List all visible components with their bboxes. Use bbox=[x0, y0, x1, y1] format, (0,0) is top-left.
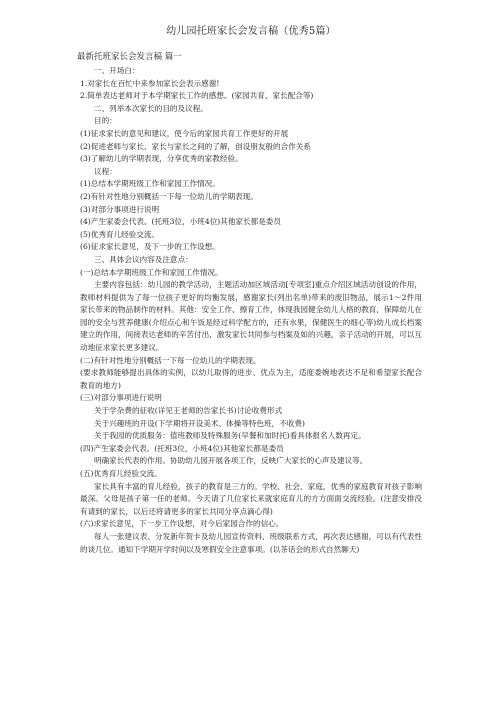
paragraph: 家长具有丰富的育儿经验，孩子的教育是三方的。学校、社会、家庭，优秀的家庭教育对孩子影响最深。父母是孩子第一任的老师。今天请了几位家长来就家庭育儿的方方面面交流经验。(注意安排没有请到的家长，以后还将请更多的家长共同分享点滴心得) bbox=[80, 481, 422, 516]
text-line: (二)有针对性地分别概括一下每一位幼儿的学期表现。 bbox=[80, 355, 261, 365]
document-body bbox=[80, 65, 422, 556]
text-line: (四)产生家委会代表。(托班3位，小班4位)其他家长都是委员 bbox=[80, 443, 284, 453]
text-line: (4)产生家委会代表。(托班3位，小班4位)其他家长都是委员 bbox=[80, 217, 281, 227]
text-line: (5)优秀育儿经验交流。 bbox=[80, 229, 160, 239]
text-line: 1.对家长在百忙中来参加家长会表示感谢! bbox=[80, 78, 220, 88]
text-line: 一、开场白： bbox=[94, 66, 140, 75]
text-line: (2)有针对性地分别概括一下每一位幼儿的学期表现。 bbox=[80, 191, 258, 201]
paragraph: 每人一张建议表、分发新年贺卡及幼儿园宣传资料、班级联系方式，再次表达感谢，可以有代表性的谈几位。通知下学期开学时间以及寒假安全注意事项。(以茶话会的形式自然聊天) bbox=[80, 531, 422, 554]
section-subtitle: 最新托班家长会发言稿 篇一 bbox=[77, 52, 182, 62]
text-line: (1)总结本学期班级工作和家园工作情况。 bbox=[80, 179, 220, 189]
paragraph: (要求教师能够提出具体的实例，以幼儿取得的进步、优点为主，适度委婉地表达不足和希望家长配合教育的地方) bbox=[80, 368, 422, 390]
text-line: (六)求家长意见，下一步工作设想，对今后家园合作的信心。 bbox=[80, 519, 284, 529]
text-line: (三)对部分事项进行说明 bbox=[80, 393, 162, 403]
text-line: (3)了解幼儿的学期表现，分享优秀的家教经验。 bbox=[80, 154, 243, 164]
text-line: 二、列举本次家长的目的及议程。 bbox=[94, 103, 208, 113]
document-title: 幼儿园托班家长会发言稿（优秀5篇） bbox=[166, 26, 336, 37]
text-line: 关于学杂费的征收(详见王老师的告家长书)讨论收费形式 bbox=[94, 406, 283, 416]
text-line: 关于兴趣班的开设(下学期将开设美术、体操等特色班，不收费) bbox=[94, 418, 305, 428]
text-line: 三、具体会议内容及注意点： bbox=[94, 254, 193, 264]
text-line: (一)总结本学期班级工作和家园工作情况。 bbox=[80, 267, 223, 277]
text-line: (3)对部分事项进行说明 bbox=[80, 204, 160, 214]
text-line: (五)优秀育儿经验交流。 bbox=[80, 469, 162, 478]
text-line: 关于我园的优质服务：值班教师及特殊服务(早餐和加时托)看具体报名人数再定。 bbox=[94, 431, 366, 441]
paragraph: 主要内容包括：幼儿园的教学活动，主题活动加区域活动[专项室]重点介绍区域活动创设的作用，教师材料提供为了每一位孩子更好的均衡发展，感谢家长(列出名单)带来的废旧物品，展示1～2件用家长带来的物品制作的材料。其他：安全工作、擦育工作，体现我园健全幼儿人格的教育，保障幼儿在园的安全与营养健康(介绍点心和午饭是经过科学配方的，还有水果，保健医生的细心等)幼儿成长档案建立的作用，间接表达老师的辛苦付出，激发家长共同参与档案及如的兴趣，亲子活动的开展，可以互动地征求家长更多建议。 bbox=[80, 280, 422, 353]
text-line: (6)征求家长意见，及下一步的工作设想。 bbox=[80, 242, 220, 252]
text-line: (2)促进老师与家长、家长与家长之间的了解，创设朋友般的合作关系 bbox=[80, 141, 311, 151]
text-line: 议程： bbox=[94, 166, 117, 176]
text-line: 目的： bbox=[94, 116, 117, 126]
text-line: 明确家长代表的作用。协助幼儿园开展各项工作，反映广大家长的心声及建议等。 bbox=[94, 456, 368, 466]
text-line: (1)征求家长的意见和建议，使今后的家园共育工作更好的开展 bbox=[80, 128, 289, 138]
text-line: 2.简单表达老师对于本学期家长工作的感想。(家园共育、家长配合等) bbox=[80, 91, 314, 101]
